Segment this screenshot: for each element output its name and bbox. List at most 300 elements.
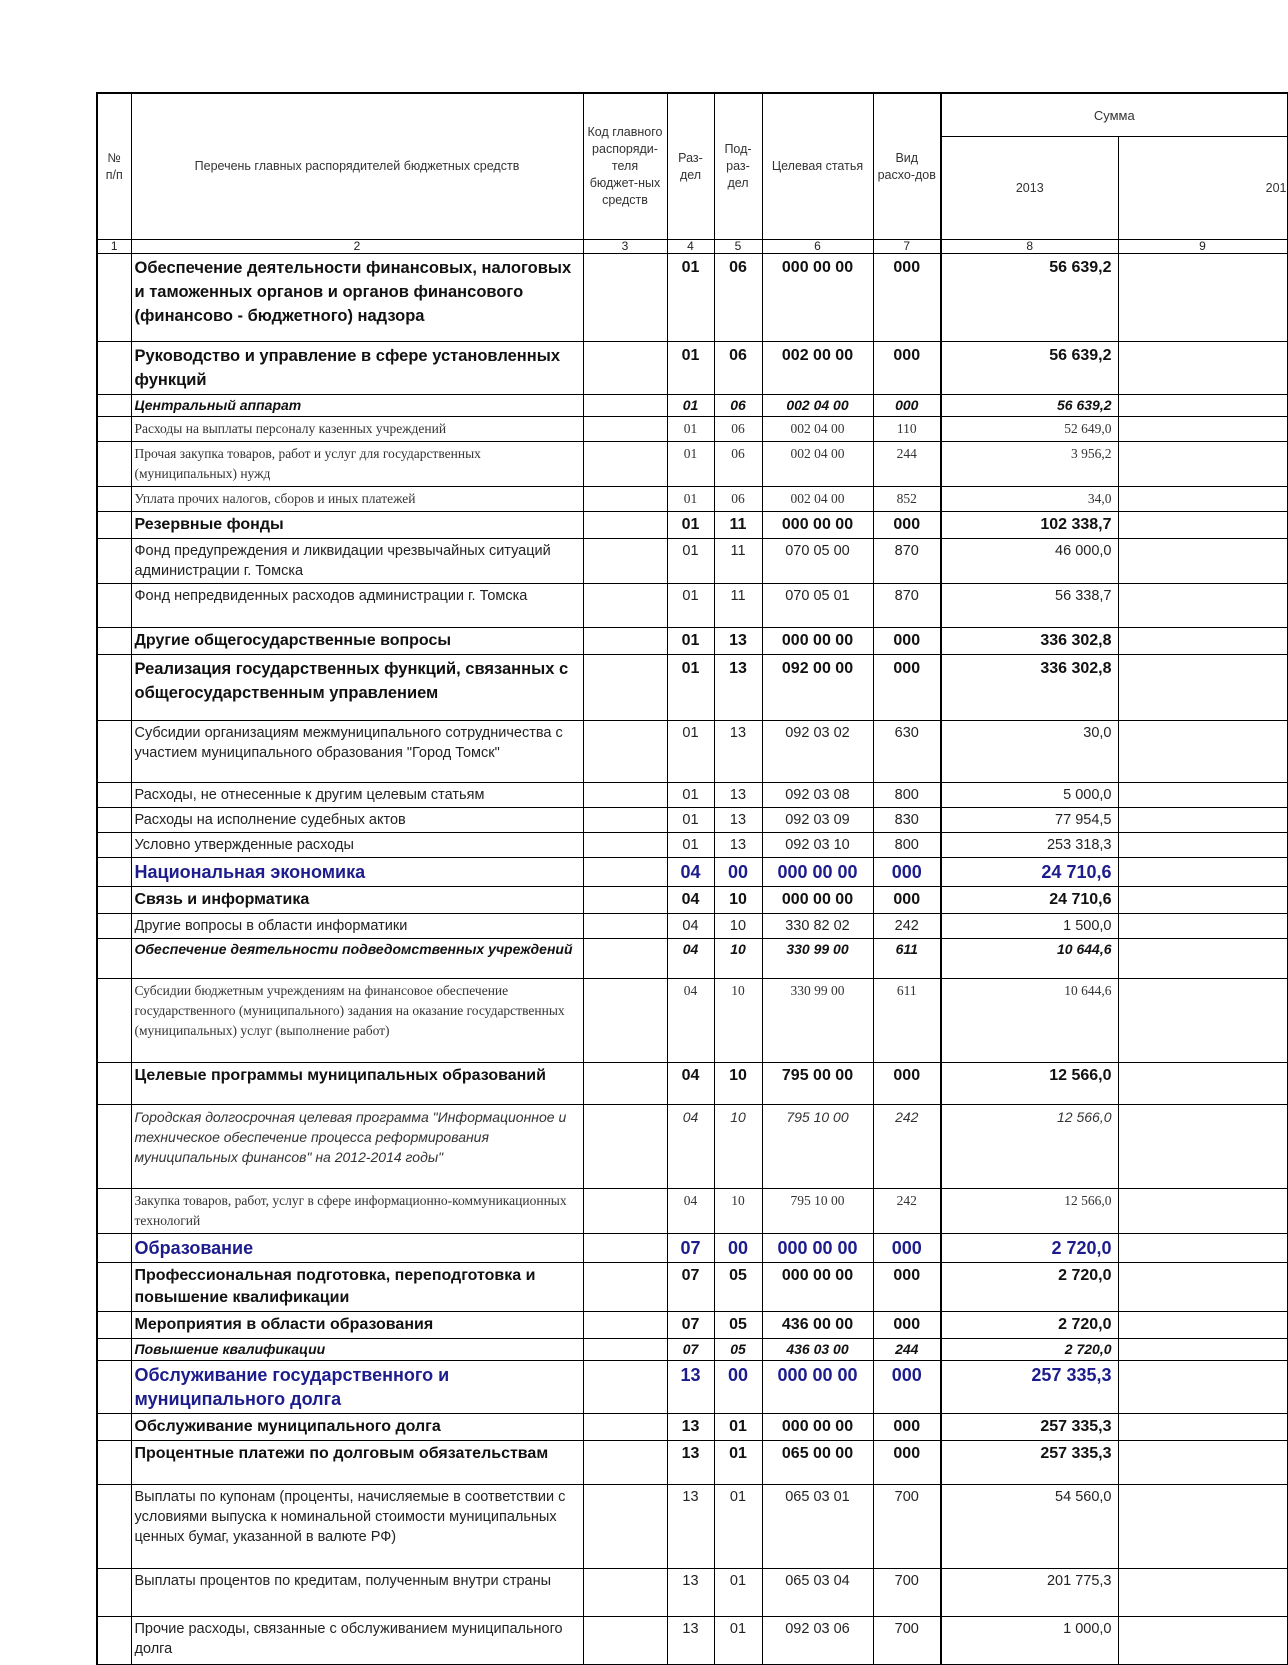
row-statya-cell: 795 10 00 (762, 1189, 873, 1234)
row-num-cell (97, 487, 131, 512)
table-row (97, 1312, 1287, 1339)
row-podrazdel-cell: 11 (714, 584, 762, 628)
row-razdel-cell: 01 (667, 721, 714, 783)
row-num-cell (97, 512, 131, 539)
row-sum2014-cell (1118, 1569, 1287, 1617)
row-num-cell (97, 914, 131, 939)
row-sum2013-cell: 201 775,3 (941, 1569, 1118, 1617)
table-row (97, 808, 1287, 833)
row-name-cell: Фонд предупреждения и ликвидации чрезвычайных ситуаций администрации г. Томска (131, 539, 583, 584)
row-sum2013-cell: 10 644,6 (941, 939, 1118, 979)
row-vid-cell: 611 (873, 979, 941, 1063)
row-vid-cell: 000 (873, 858, 941, 887)
row-sum2013-cell: 257 335,3 (941, 1361, 1118, 1414)
row-name-cell: Обеспечение деятельности подведомственных учреждений (131, 939, 583, 979)
column-number: 5 (714, 240, 762, 254)
row-sum2013-cell: 12 566,0 (941, 1189, 1118, 1234)
row-razdel-cell: 13 (667, 1485, 714, 1569)
row-code-cell (583, 628, 667, 655)
row-razdel-cell: 01 (667, 584, 714, 628)
row-razdel-cell: 07 (667, 1312, 714, 1339)
col-header-tselevaya: Целевая статья (762, 93, 873, 240)
row-code-cell (583, 1263, 667, 1312)
row-sum2013-cell: 24 710,6 (941, 858, 1118, 887)
column-number: 7 (873, 240, 941, 254)
row-vid-cell: 000 (873, 628, 941, 655)
row-name-cell: Субсидии организациям межмуниципального сотрудничества с участием муниципального образования "Город Томск" (131, 721, 583, 783)
row-vid-cell: 800 (873, 833, 941, 858)
col-header-code: Код главного распоряди-теля бюджет-ных средств (583, 93, 667, 240)
row-sum2014-cell (1118, 512, 1287, 539)
row-podrazdel-cell: 10 (714, 979, 762, 1063)
row-razdel-cell: 13 (667, 1617, 714, 1665)
row-statya-cell: 092 03 02 (762, 721, 873, 783)
row-razdel-cell: 01 (667, 342, 714, 395)
row-num-cell (97, 1569, 131, 1617)
row-name-cell: Реализация государственных функций, связанных с общегосударственным управлением (131, 655, 583, 721)
row-code-cell (583, 1312, 667, 1339)
table-row (97, 1617, 1287, 1665)
row-vid-cell: 000 (873, 395, 941, 417)
row-statya-cell: 070 05 01 (762, 584, 873, 628)
row-sum2014-cell (1118, 1189, 1287, 1234)
row-vid-cell: 000 (873, 512, 941, 539)
row-sum2013-cell: 56 639,2 (941, 395, 1118, 417)
row-name-cell: Процентные платежи по долговым обязательствам (131, 1441, 583, 1485)
row-sum2014-cell (1118, 584, 1287, 628)
row-sum2014-cell (1118, 539, 1287, 584)
row-code-cell (583, 721, 667, 783)
row-sum2013-cell: 46 000,0 (941, 539, 1118, 584)
row-podrazdel-cell: 10 (714, 1105, 762, 1189)
row-sum2013-cell: 336 302,8 (941, 628, 1118, 655)
row-sum2014-cell (1118, 1263, 1287, 1312)
row-sum2014-cell (1118, 417, 1287, 442)
row-name-cell: Связь и информатика (131, 887, 583, 914)
row-razdel-cell: 01 (667, 808, 714, 833)
column-number-row (97, 240, 1287, 254)
table-row (97, 783, 1287, 808)
row-sum2013-cell: 54 560,0 (941, 1485, 1118, 1569)
column-number: 9 (1118, 240, 1287, 254)
row-num-cell (97, 808, 131, 833)
table-row (97, 1414, 1287, 1441)
row-num-cell (97, 442, 131, 487)
row-podrazdel-cell: 06 (714, 395, 762, 417)
row-code-cell (583, 833, 667, 858)
row-sum2014-cell (1118, 442, 1287, 487)
row-num-cell (97, 1414, 131, 1441)
row-num-cell (97, 1485, 131, 1569)
row-sum2013-cell: 12 566,0 (941, 1105, 1118, 1189)
row-sum2014-cell (1118, 887, 1287, 914)
row-statya-cell: 000 00 00 (762, 1361, 873, 1414)
table-row (97, 539, 1287, 584)
row-code-cell (583, 808, 667, 833)
row-statya-cell: 330 82 02 (762, 914, 873, 939)
row-podrazdel-cell: 05 (714, 1339, 762, 1361)
row-sum2013-cell: 253 318,3 (941, 833, 1118, 858)
row-name-cell: Расходы на исполнение судебных актов (131, 808, 583, 833)
row-razdel-cell: 04 (667, 914, 714, 939)
row-razdel-cell: 13 (667, 1361, 714, 1414)
budget-table-sheet (96, 92, 1287, 1665)
row-vid-cell: 000 (873, 1263, 941, 1312)
row-podrazdel-cell: 06 (714, 487, 762, 512)
row-num-cell (97, 655, 131, 721)
row-podrazdel-cell: 13 (714, 628, 762, 655)
row-sum2013-cell: 10 644,6 (941, 979, 1118, 1063)
row-vid-cell: 000 (873, 342, 941, 395)
row-sum2013-cell: 102 338,7 (941, 512, 1118, 539)
row-razdel-cell: 13 (667, 1569, 714, 1617)
row-sum2013-cell: 52 649,0 (941, 417, 1118, 442)
table-row (97, 939, 1287, 979)
table-row (97, 512, 1287, 539)
row-statya-cell: 065 03 04 (762, 1569, 873, 1617)
row-podrazdel-cell: 00 (714, 1361, 762, 1414)
row-vid-cell: 852 (873, 487, 941, 512)
row-razdel-cell: 01 (667, 512, 714, 539)
row-sum2013-cell: 2 720,0 (941, 1234, 1118, 1263)
row-sum2014-cell (1118, 1414, 1287, 1441)
row-razdel-cell: 01 (667, 783, 714, 808)
row-sum2013-cell: 257 335,3 (941, 1441, 1118, 1485)
table-row (97, 1361, 1287, 1414)
table-row (97, 342, 1287, 395)
row-vid-cell: 630 (873, 721, 941, 783)
row-podrazdel-cell: 01 (714, 1569, 762, 1617)
row-statya-cell: 000 00 00 (762, 254, 873, 342)
row-razdel-cell: 04 (667, 1189, 714, 1234)
row-num-cell (97, 342, 131, 395)
row-razdel-cell: 01 (667, 655, 714, 721)
row-code-cell (583, 487, 667, 512)
row-num-cell (97, 1189, 131, 1234)
row-sum2014-cell (1118, 628, 1287, 655)
row-razdel-cell: 01 (667, 395, 714, 417)
table-row (97, 1189, 1287, 1234)
row-razdel-cell: 13 (667, 1414, 714, 1441)
row-vid-cell: 242 (873, 1189, 941, 1234)
row-name-cell: Прочая закупка товаров, работ и услуг для государственных (муниципальных) нужд (131, 442, 583, 487)
row-vid-cell: 000 (873, 1063, 941, 1105)
row-vid-cell: 870 (873, 584, 941, 628)
col-header-name: Перечень главных распорядителей бюджетных средств (131, 93, 583, 240)
row-code-cell (583, 914, 667, 939)
row-num-cell (97, 721, 131, 783)
row-name-cell: Городская долгосрочная целевая программа "Информационное и техническое обеспечение процесса реформирования муниципальных финансов" на 2012-2014 годы" (131, 1105, 583, 1189)
row-num-cell (97, 887, 131, 914)
table-row (97, 254, 1287, 342)
row-name-cell: Целевые программы муниципальных образований (131, 1063, 583, 1105)
row-podrazdel-cell: 06 (714, 254, 762, 342)
row-code-cell (583, 1361, 667, 1414)
row-podrazdel-cell: 00 (714, 1234, 762, 1263)
row-podrazdel-cell: 13 (714, 655, 762, 721)
row-razdel-cell: 04 (667, 979, 714, 1063)
row-razdel-cell: 01 (667, 442, 714, 487)
row-num-cell (97, 1617, 131, 1665)
row-name-cell: Другие общегосударственные вопросы (131, 628, 583, 655)
row-num-cell (97, 1441, 131, 1485)
row-code-cell (583, 1617, 667, 1665)
row-sum2014-cell (1118, 1339, 1287, 1361)
row-razdel-cell: 04 (667, 1105, 714, 1189)
row-podrazdel-cell: 06 (714, 417, 762, 442)
row-num-cell (97, 858, 131, 887)
row-num-cell (97, 1234, 131, 1263)
row-razdel-cell: 01 (667, 487, 714, 512)
col-header-vid: Вид расхо-дов (873, 93, 941, 240)
row-name-cell: Образование (131, 1234, 583, 1263)
row-name-cell: Расходы, не отнесенные к другим целевым статьям (131, 783, 583, 808)
row-sum2014-cell (1118, 395, 1287, 417)
row-razdel-cell: 01 (667, 628, 714, 655)
row-statya-cell: 436 03 00 (762, 1339, 873, 1361)
row-statya-cell: 000 00 00 (762, 887, 873, 914)
row-code-cell (583, 979, 667, 1063)
table-row (97, 442, 1287, 487)
row-code-cell (583, 1234, 667, 1263)
table-body (97, 254, 1287, 1665)
row-code-cell (583, 1569, 667, 1617)
header-row (97, 93, 1287, 137)
row-num-cell (97, 1312, 131, 1339)
row-vid-cell: 700 (873, 1617, 941, 1665)
row-name-cell: Национальная экономика (131, 858, 583, 887)
row-sum2014-cell (1118, 1312, 1287, 1339)
row-sum2014-cell (1118, 342, 1287, 395)
row-statya-cell: 092 03 10 (762, 833, 873, 858)
row-podrazdel-cell: 13 (714, 783, 762, 808)
row-statya-cell: 002 04 00 (762, 417, 873, 442)
table-row (97, 1105, 1287, 1189)
row-podrazdel-cell: 06 (714, 442, 762, 487)
row-vid-cell: 242 (873, 1105, 941, 1189)
row-statya-cell: 000 00 00 (762, 1263, 873, 1312)
row-razdel-cell: 01 (667, 833, 714, 858)
row-name-cell: Условно утвержденные расходы (131, 833, 583, 858)
row-name-cell: Закупка товаров, работ, услуг в сфере информационно-коммуникационных технологий (131, 1189, 583, 1234)
row-statya-cell: 092 03 06 (762, 1617, 873, 1665)
row-sum2013-cell: 1 000,0 (941, 1617, 1118, 1665)
row-vid-cell: 000 (873, 1414, 941, 1441)
row-razdel-cell: 01 (667, 254, 714, 342)
table-row (97, 1063, 1287, 1105)
row-razdel-cell: 07 (667, 1234, 714, 1263)
row-num-cell (97, 1063, 131, 1105)
row-statya-cell: 065 03 01 (762, 1485, 873, 1569)
row-razdel-cell: 01 (667, 417, 714, 442)
row-podrazdel-cell: 13 (714, 721, 762, 783)
row-podrazdel-cell: 10 (714, 887, 762, 914)
row-num-cell (97, 783, 131, 808)
row-name-cell: Расходы на выплаты персоналу казенных учреждений (131, 417, 583, 442)
row-code-cell (583, 858, 667, 887)
table-row (97, 487, 1287, 512)
row-razdel-cell: 04 (667, 939, 714, 979)
row-podrazdel-cell: 05 (714, 1312, 762, 1339)
row-num-cell (97, 1361, 131, 1414)
row-sum2013-cell: 3 956,2 (941, 442, 1118, 487)
row-sum2014-cell (1118, 914, 1287, 939)
row-podrazdel-cell: 11 (714, 539, 762, 584)
row-sum2014-cell (1118, 487, 1287, 512)
row-code-cell (583, 584, 667, 628)
row-statya-cell: 000 00 00 (762, 512, 873, 539)
row-statya-cell: 330 99 00 (762, 939, 873, 979)
col-header-summa: Сумма (941, 93, 1287, 137)
row-code-cell (583, 342, 667, 395)
row-vid-cell: 110 (873, 417, 941, 442)
row-statya-cell: 330 99 00 (762, 979, 873, 1063)
row-podrazdel-cell: 00 (714, 858, 762, 887)
row-name-cell: Резервные фонды (131, 512, 583, 539)
row-podrazdel-cell: 10 (714, 914, 762, 939)
row-name-cell: Фонд непредвиденных расходов администрации г. Томска (131, 584, 583, 628)
row-code-cell (583, 395, 667, 417)
row-vid-cell: 870 (873, 539, 941, 584)
row-podrazdel-cell: 01 (714, 1485, 762, 1569)
row-num-cell (97, 395, 131, 417)
row-name-cell: Мероприятия в области образования (131, 1312, 583, 1339)
row-code-cell (583, 783, 667, 808)
row-podrazdel-cell: 01 (714, 1617, 762, 1665)
row-vid-cell: 000 (873, 1312, 941, 1339)
row-sum2013-cell: 336 302,8 (941, 655, 1118, 721)
row-name-cell: Профессиональная подготовка, переподготовка и повышение квалификации (131, 1263, 583, 1312)
row-sum2013-cell: 30,0 (941, 721, 1118, 783)
table-row (97, 721, 1287, 783)
row-name-cell: Другие вопросы в области информатики (131, 914, 583, 939)
row-statya-cell: 000 00 00 (762, 1234, 873, 1263)
row-sum2013-cell: 5 000,0 (941, 783, 1118, 808)
row-num-cell (97, 1105, 131, 1189)
row-statya-cell: 000 00 00 (762, 858, 873, 887)
table-row (97, 1441, 1287, 1485)
row-num-cell (97, 584, 131, 628)
row-code-cell (583, 1063, 667, 1105)
row-statya-cell: 795 10 00 (762, 1105, 873, 1189)
row-sum2013-cell: 56 639,2 (941, 342, 1118, 395)
row-statya-cell: 000 00 00 (762, 628, 873, 655)
row-sum2013-cell: 2 720,0 (941, 1263, 1118, 1312)
row-name-cell: Обеспечение деятельности финансовых, налоговых и таможенных органов и органов финансового (финансово - бюджетного) надзора (131, 254, 583, 342)
table-row (97, 628, 1287, 655)
row-vid-cell: 000 (873, 887, 941, 914)
column-number: 2 (131, 240, 583, 254)
row-code-cell (583, 1414, 667, 1441)
row-statya-cell: 002 00 00 (762, 342, 873, 395)
row-sum2014-cell (1118, 1441, 1287, 1485)
row-razdel-cell: 13 (667, 1441, 714, 1485)
row-podrazdel-cell: 10 (714, 1063, 762, 1105)
row-razdel-cell: 01 (667, 539, 714, 584)
row-podrazdel-cell: 11 (714, 512, 762, 539)
row-name-cell: Прочие расходы, связанные с обслуживанием муниципального долга (131, 1617, 583, 1665)
row-name-cell: Обслуживание государственного и муниципального долга (131, 1361, 583, 1414)
row-podrazdel-cell: 01 (714, 1414, 762, 1441)
row-vid-cell: 000 (873, 1234, 941, 1263)
row-sum2014-cell (1118, 939, 1287, 979)
row-num-cell (97, 1263, 131, 1312)
row-name-cell: Выплаты по купонам (проценты, начисляемые в соответствии с условиями выпуска к номинальной стоимости муниципальных ценных бумаг, указанной в валюте РФ) (131, 1485, 583, 1569)
row-num-cell (97, 628, 131, 655)
row-vid-cell: 244 (873, 442, 941, 487)
row-num-cell (97, 417, 131, 442)
table-row (97, 858, 1287, 887)
table-row (97, 1263, 1287, 1312)
row-num-cell (97, 254, 131, 342)
row-sum2014-cell (1118, 833, 1287, 858)
table-row (97, 979, 1287, 1063)
row-code-cell (583, 1441, 667, 1485)
row-sum2014-cell (1118, 808, 1287, 833)
col-header-num: № п/п (97, 93, 131, 240)
row-code-cell (583, 1339, 667, 1361)
row-vid-cell: 000 (873, 655, 941, 721)
table-row (97, 1234, 1287, 1263)
table-row (97, 655, 1287, 721)
row-sum2013-cell: 12 566,0 (941, 1063, 1118, 1105)
row-code-cell (583, 1485, 667, 1569)
table-row (97, 887, 1287, 914)
row-name-cell: Центральный аппарат (131, 395, 583, 417)
column-number: 8 (941, 240, 1118, 254)
row-code-cell (583, 539, 667, 584)
row-num-cell (97, 1339, 131, 1361)
table-row (97, 833, 1287, 858)
row-sum2014-cell (1118, 1361, 1287, 1414)
row-vid-cell: 244 (873, 1339, 941, 1361)
row-vid-cell: 000 (873, 254, 941, 342)
row-sum2014-cell (1118, 1105, 1287, 1189)
row-sum2014-cell (1118, 858, 1287, 887)
column-number: 1 (97, 240, 131, 254)
column-number: 4 (667, 240, 714, 254)
row-statya-cell: 092 03 09 (762, 808, 873, 833)
row-statya-cell: 000 00 00 (762, 1414, 873, 1441)
column-number: 3 (583, 240, 667, 254)
row-code-cell (583, 655, 667, 721)
row-sum2014-cell (1118, 1485, 1287, 1569)
col-header-podrazdel: Под-раз-дел (714, 93, 762, 240)
table-row (97, 914, 1287, 939)
row-vid-cell: 000 (873, 1441, 941, 1485)
row-podrazdel-cell: 05 (714, 1263, 762, 1312)
row-num-cell (97, 939, 131, 979)
row-razdel-cell: 07 (667, 1263, 714, 1312)
row-vid-cell: 800 (873, 783, 941, 808)
row-razdel-cell: 04 (667, 858, 714, 887)
row-sum2013-cell: 56 338,7 (941, 584, 1118, 628)
row-code-cell (583, 512, 667, 539)
row-code-cell (583, 417, 667, 442)
row-num-cell (97, 979, 131, 1063)
row-name-cell: Выплаты процентов по кредитам, полученным внутри страны (131, 1569, 583, 1617)
row-sum2014-cell (1118, 783, 1287, 808)
row-sum2014-cell (1118, 979, 1287, 1063)
row-sum2014-cell (1118, 1063, 1287, 1105)
table-row (97, 395, 1287, 417)
column-number: 6 (762, 240, 873, 254)
row-code-cell (583, 1189, 667, 1234)
row-sum2014-cell (1118, 254, 1287, 342)
table-row (97, 1569, 1287, 1617)
row-statya-cell: 070 05 00 (762, 539, 873, 584)
row-name-cell: Повышение квалификации (131, 1339, 583, 1361)
